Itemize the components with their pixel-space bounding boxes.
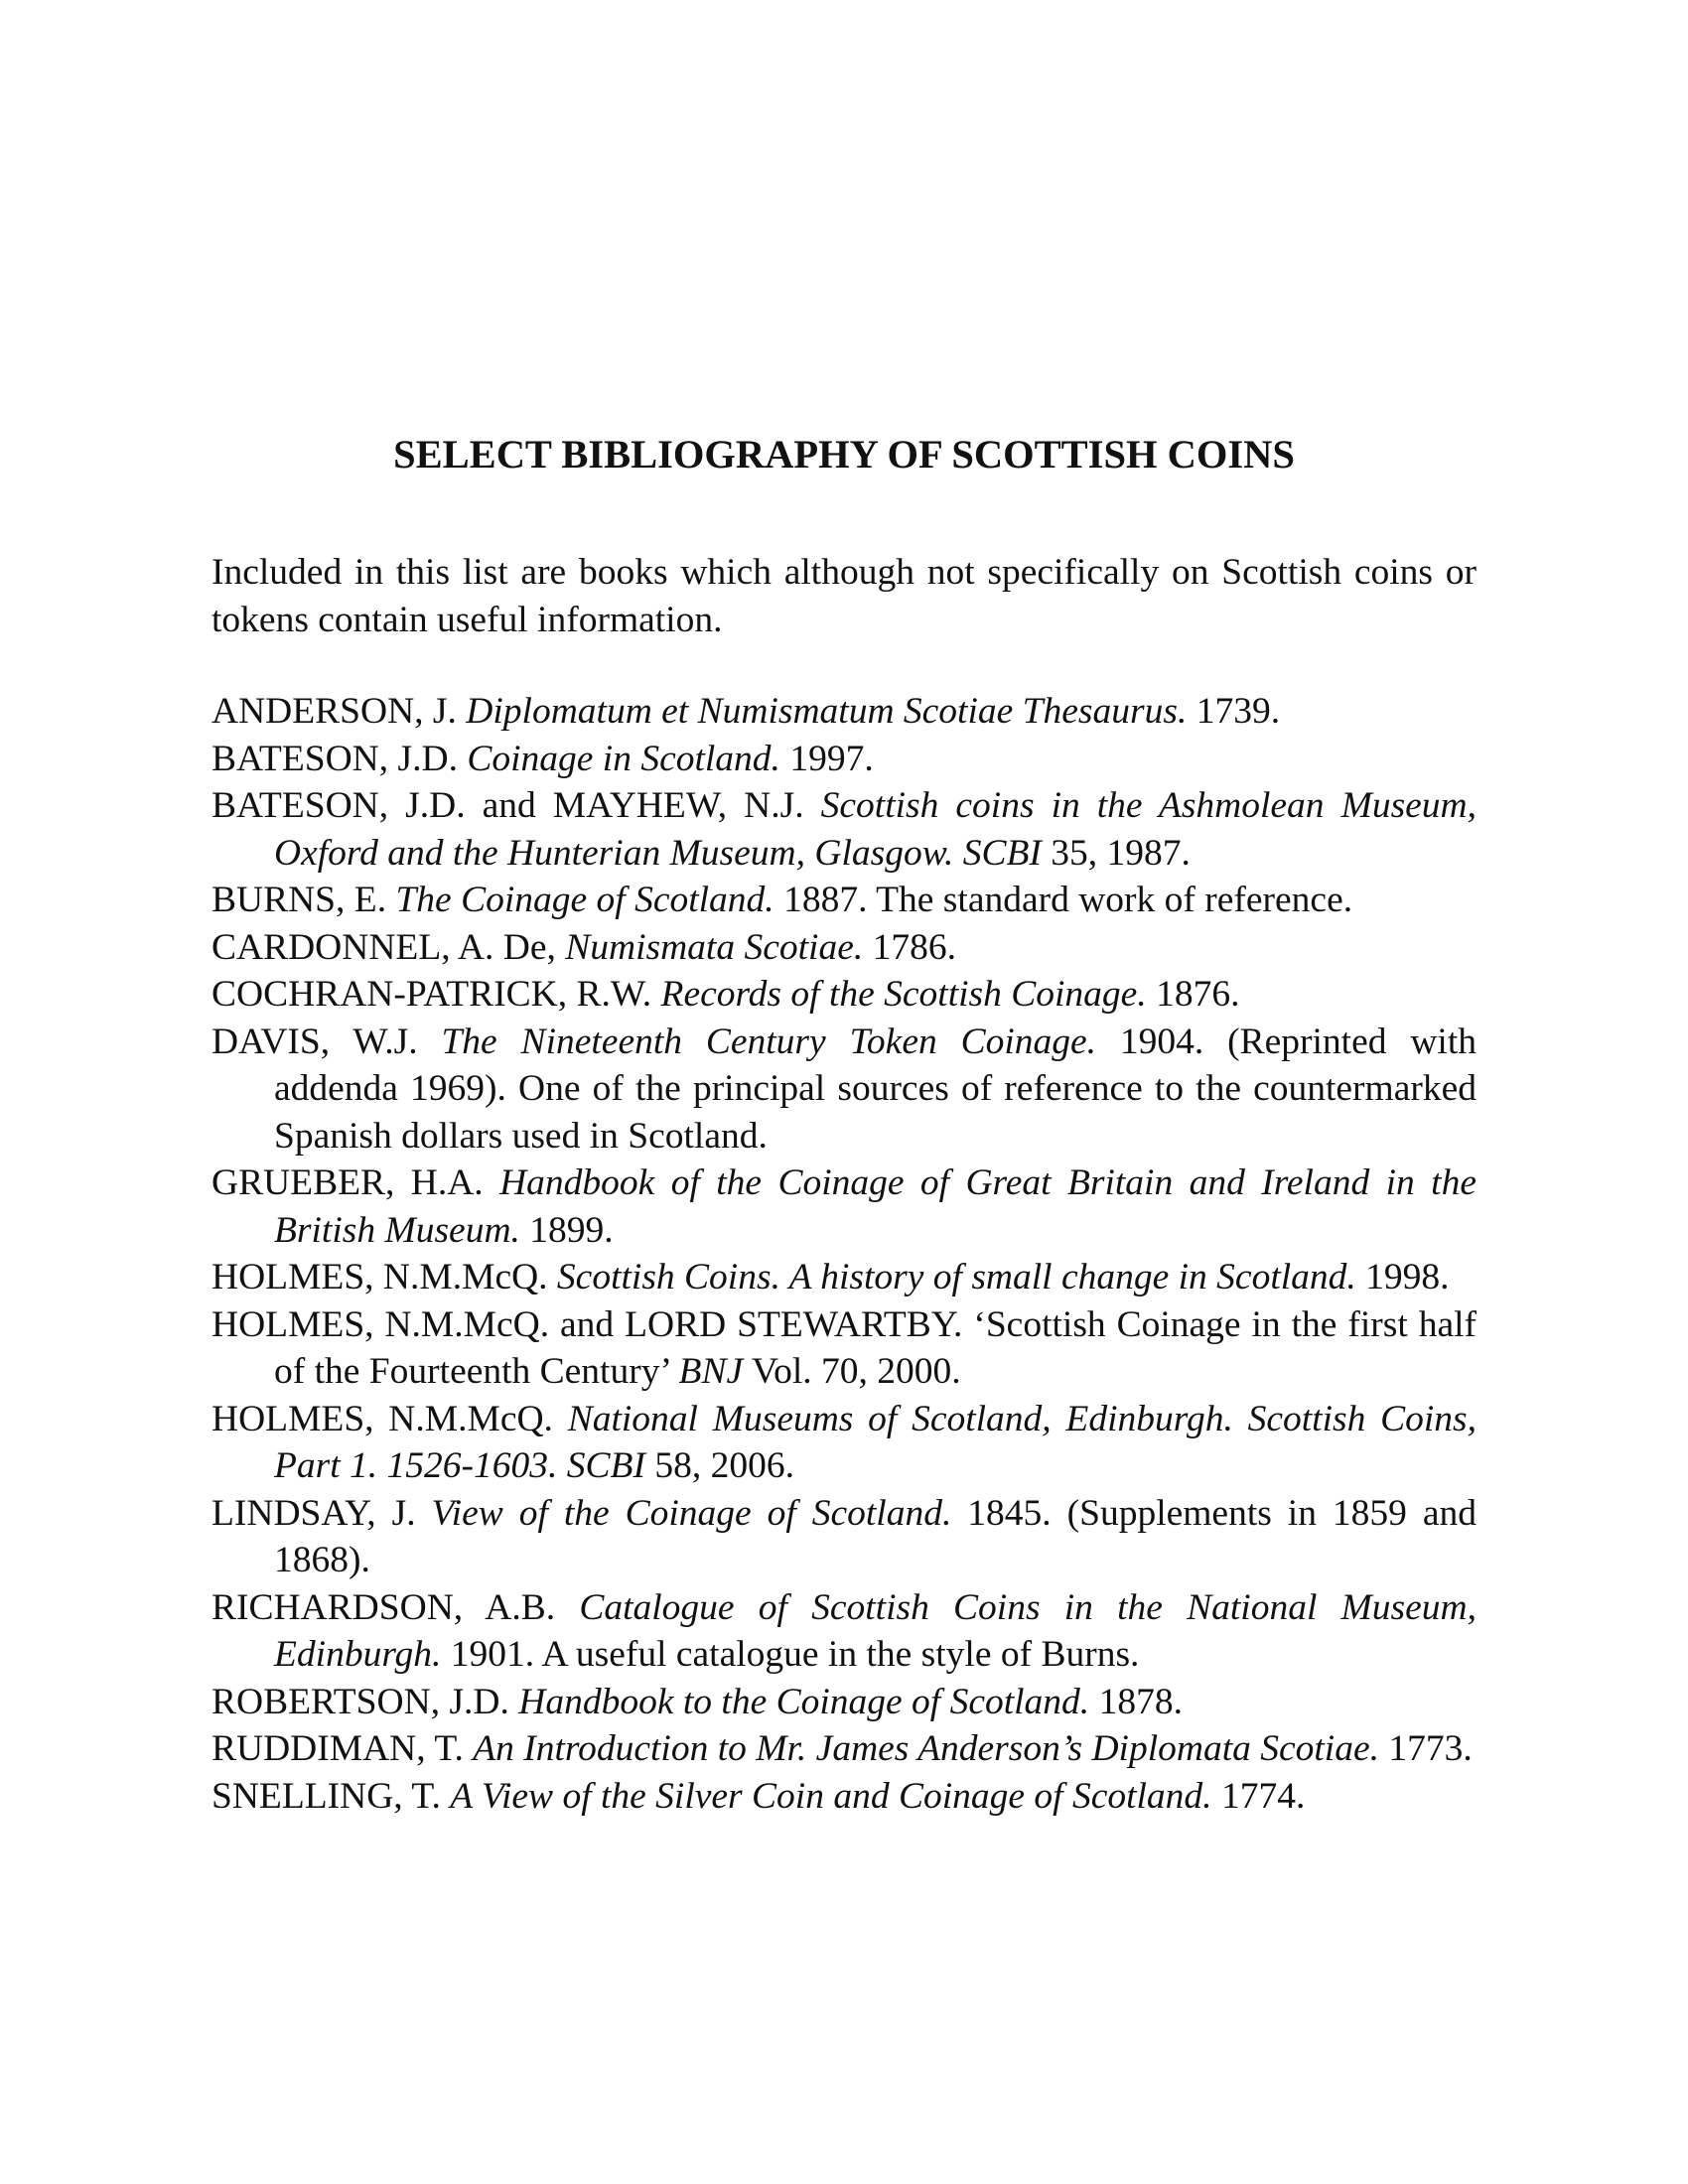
entry-author: HOLMES, N.M.McQ. bbox=[211, 1398, 568, 1439]
entry-details: 1998. bbox=[1355, 1257, 1450, 1297]
entry-details: 1845. (Supplements in 1859 and 1868). bbox=[274, 1492, 1477, 1580]
entry-details: 1901. A useful catalogue in the style of Burns. bbox=[441, 1634, 1140, 1675]
entry-details: 35, 1987. bbox=[1041, 832, 1191, 874]
entry-details: 1786. bbox=[863, 926, 956, 968]
entry-details: 1739. bbox=[1187, 691, 1281, 732]
bibliography-entry bbox=[211, 924, 1477, 972]
entry-work-title: Diplomatum et Numismatum Scotiae Thesaurus. bbox=[466, 691, 1188, 732]
entry-author: RICHARDSON, A.B. bbox=[211, 1586, 580, 1628]
bibliography-entry bbox=[211, 1584, 1477, 1679]
bibliography-entry bbox=[211, 1490, 1477, 1584]
entry-details: 1878. bbox=[1089, 1681, 1183, 1722]
entry-author: SNELLING, T. bbox=[211, 1775, 451, 1817]
entry-author: BATESON, J.D. and MAYHEW, N.J. bbox=[211, 785, 821, 826]
entry-details: 1773. bbox=[1378, 1728, 1473, 1769]
bibliography-entry bbox=[211, 1679, 1477, 1726]
entry-work-title: Handbook to the Coinage of Scotland. bbox=[518, 1681, 1090, 1722]
entry-details: 1876. bbox=[1146, 974, 1240, 1015]
entry-work-title: The Coinage of Scotland. bbox=[395, 880, 774, 920]
entry-work-title: Numismata Scotiae. bbox=[565, 926, 864, 968]
entry-author: BATESON, J.D. bbox=[211, 738, 468, 779]
bibliography-entry bbox=[211, 877, 1477, 924]
bibliography-entry bbox=[211, 1725, 1477, 1773]
entry-details: 1904. (Reprinted with addenda 1969). One of the principal sources of reference to the countermarked Spanish dollars used in Scotland. bbox=[274, 1021, 1477, 1157]
bibliography-entry bbox=[211, 1019, 1477, 1160]
entry-work-title: BNJ bbox=[678, 1351, 744, 1392]
entry-author: BURNS, E. bbox=[211, 880, 396, 920]
bibliography-entry bbox=[211, 1160, 1477, 1254]
entry-details: 1899. bbox=[519, 1209, 614, 1251]
bibliography-entry bbox=[211, 1254, 1477, 1301]
entry-work-title: The Nineteenth Century Token Coinage. bbox=[441, 1021, 1097, 1062]
entry-work-title: A View of the Silver Coin and Coinage of Scotland. bbox=[450, 1775, 1212, 1817]
page-title: SELECT BIBLIOGRAPHY OF SCOTTISH COINS bbox=[393, 432, 1295, 477]
bibliography-list bbox=[211, 688, 1477, 1820]
entry-details: 1887. The standard work of reference. bbox=[774, 880, 1353, 920]
entry-work-title: Coinage in Scotland. bbox=[467, 738, 780, 779]
entry-author: ROBERTSON, J.D. bbox=[211, 1681, 519, 1722]
entry-work-title: Handbook of the Coinage of Great Britain and Ireland in the British Museum. bbox=[274, 1162, 1477, 1251]
entry-author: LINDSAY, J. bbox=[211, 1492, 432, 1534]
entry-author: RUDDIMAN, T. bbox=[211, 1728, 474, 1769]
entry-work-title: Scottish coins in the Ashmolean Museum, Oxford and the Hunterian Museum, Glasgow. SCBI bbox=[274, 785, 1477, 874]
entry-details: Vol. 70, 2000. bbox=[743, 1351, 961, 1392]
entry-details: 1774. bbox=[1211, 1775, 1306, 1817]
bibliography-entry bbox=[211, 688, 1477, 736]
entry-details: 58, 2006. bbox=[644, 1445, 794, 1486]
entry-author: DAVIS, W.J. bbox=[211, 1021, 442, 1062]
entry-details: 1997. bbox=[779, 738, 874, 779]
entry-work-title: Catalogue of Scottish Coins in the National Museum, Edinburgh. bbox=[274, 1586, 1477, 1675]
entry-author: HOLMES, N.M.McQ. and LORD STEWARTBY. ‘Scottish Coinage in the first half of the Fourteenth Century’ bbox=[211, 1303, 1477, 1392]
bibliography-entry bbox=[211, 971, 1477, 1019]
entry-work-title: Records of the Scottish Coinage. bbox=[660, 974, 1147, 1015]
entry-work-title: Scottish Coins. A history of small change in Scotland. bbox=[556, 1257, 1356, 1297]
bibliography-entry bbox=[211, 1773, 1477, 1821]
entry-work-title: View of the Coinage of Scotland. bbox=[431, 1492, 952, 1534]
entry-author: COCHRAN-PATRICK, R.W. bbox=[211, 974, 661, 1015]
bibliography-entry bbox=[211, 782, 1477, 877]
entry-work-title: National Museums of Scotland, Edinburgh. Scottish Coins, Part 1. 1526-1603. SCBI bbox=[274, 1398, 1477, 1486]
entry-author: CARDONNEL, A. De, bbox=[211, 926, 566, 968]
entry-author: ANDERSON, J. bbox=[211, 691, 467, 732]
bibliography-entry bbox=[211, 1301, 1477, 1396]
entry-author: GRUEBER, H.A. bbox=[211, 1162, 500, 1203]
bibliography-entry bbox=[211, 1396, 1477, 1490]
entry-work-title: An Introduction to Mr. James Anderson’s Diplomata Scotiae. bbox=[473, 1728, 1379, 1769]
intro-paragraph: Included in this list are books which although not specifically on Scottish coins or tokens contain useful information. bbox=[211, 552, 1477, 640]
bibliography-entry bbox=[211, 736, 1477, 783]
entry-author: HOLMES, N.M.McQ. bbox=[211, 1257, 557, 1297]
